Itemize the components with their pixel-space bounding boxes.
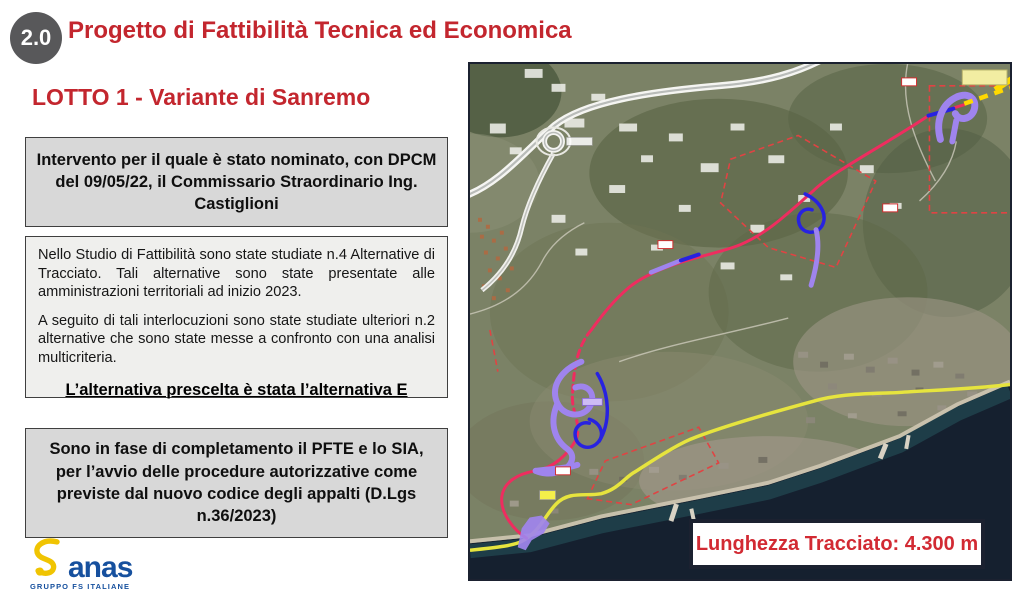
red-label-1 (902, 78, 917, 86)
anas-wordmark: anas (68, 551, 133, 584)
ramp-label-box (582, 398, 602, 405)
yellow-label-coastal (540, 491, 556, 500)
lotto-subtitle: LOTTO 1 - Variante di Sanremo (32, 84, 371, 110)
alternativa-prescelta-highlight: L’alternativa prescelta è stata l’alternativa E (65, 381, 408, 400)
red-label-2 (658, 241, 673, 249)
satellite-map-canvas (470, 64, 1010, 579)
pfte-sia-box: Sono in fase di completamento il PFTE e lo SIA, per l’avvio delle procedure autorizzative come previste dal nuovo codice degli appalti (D.Lgs n.36/2023) (25, 428, 448, 538)
route-length-label: Lunghezza Tracciato: 4.300 m (695, 532, 979, 555)
red-label-4 (556, 467, 571, 475)
studio-fattibilita-box (25, 236, 448, 398)
slide-title: Progetto di Fattibilità Tecnica ed Economica (68, 17, 572, 44)
anas-logo (30, 537, 190, 591)
satellite-map (468, 62, 1012, 581)
motorway-label-box (566, 137, 592, 145)
route-length-box (689, 519, 985, 569)
anas-group-label: GRUPPO FS ITALIANE (30, 582, 131, 591)
studio-paragraph-1: Nello Studio di Fattibilità sono state studiate n.4 Alternative di Tracciato. Tali alternative sono state presentate alle amministrazioni territoriali ad inizio 2023. (38, 247, 435, 301)
yellow-label-northeast (962, 70, 1007, 85)
red-label-3 (883, 204, 898, 212)
commissario-box: Intervento per il quale è stato nominato, con DPCM del 09/05/22, il Commissario Straordinario Ing. Castiglioni (25, 137, 448, 227)
anas-swirl-icon (30, 537, 66, 581)
section-number-badge: 2.0 (10, 12, 62, 64)
studio-paragraph-2: A seguito di tali interlocuzioni sono state studiate ulteriori n.2 alternative che sono state messe a confronto con una analisi multicriteria. (38, 312, 435, 366)
